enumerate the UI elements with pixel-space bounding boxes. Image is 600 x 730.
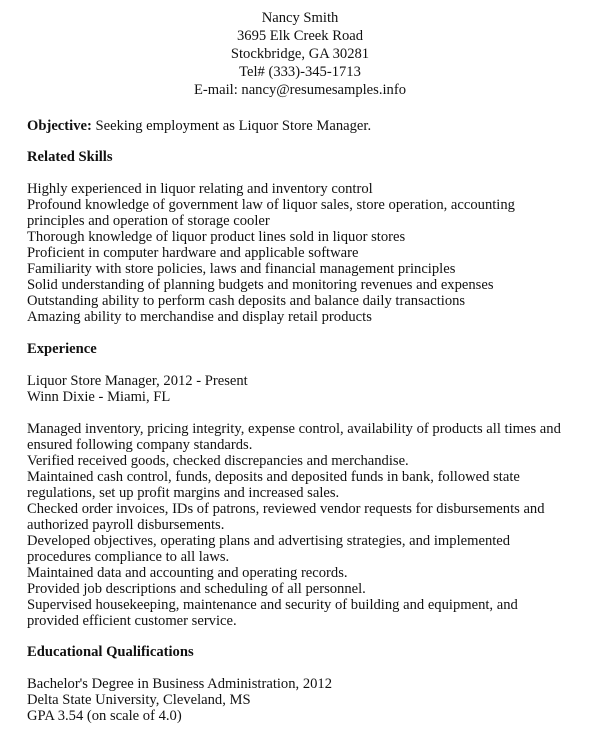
skills-heading: Related Skills: [27, 149, 113, 165]
contact-header: [0, 9, 600, 99]
education-list: [27, 676, 587, 724]
skill-line: Amazing ability to merchandise and display retail products: [27, 309, 372, 325]
skill-line: Outstanding ability to perform cash deposits and balance daily transactions: [27, 293, 466, 309]
experience-line: procedures compliance to all laws.: [27, 549, 230, 565]
skill-line: Solid understanding of planning budgets and monitoring revenues and expenses: [27, 277, 494, 293]
experience-line: Verified received goods, checked discrepancies and merchandise.: [27, 453, 409, 469]
objective-text: Seeking employment as Liquor Store Manager.: [91, 118, 372, 134]
phone-number: Tel# (333)-345-1713: [239, 64, 361, 80]
experience-line: Provided job descriptions and scheduling of all personnel.: [27, 581, 366, 597]
education-line: GPA 3.54 (on scale of 4.0): [27, 708, 182, 724]
experience-line: Developed objectives, operating plans and advertising strategies, and implemented: [27, 533, 511, 549]
skill-line: Profound knowledge of government law of liquor sales, store operation, accounting: [27, 197, 515, 213]
city-state-zip: Stockbridge, GA 30281: [230, 46, 370, 62]
education-line: Delta State University, Cleveland, MS: [27, 692, 251, 708]
experience-line: provided efficient customer service.: [27, 613, 237, 629]
experience-line: Maintained cash control, funds, deposits and deposited funds in bank, followed state: [27, 469, 520, 485]
experience-list: [27, 421, 587, 629]
skill-line: Highly experienced in liquor relating and inventory control: [27, 181, 373, 197]
street-address: 3695 Elk Creek Road: [236, 28, 364, 44]
skill-line: Thorough knowledge of liquor product lines sold in liquor stores: [27, 229, 406, 245]
skills-list: [27, 181, 587, 325]
experience-line: Checked order invoices, IDs of patrons, reviewed vendor requests for disbursements and: [27, 501, 545, 517]
job-position: Liquor Store Manager, 2012 - Present: [27, 373, 248, 389]
experience-line: Managed inventory, pricing integrity, expense control, availability of products all times and: [27, 421, 561, 437]
experience-line: regulations, set up profit margins and increased sales.: [27, 485, 340, 501]
skill-line: Familiarity with store policies, laws and financial management principles: [27, 261, 456, 277]
applicant-name: Nancy Smith: [261, 10, 339, 26]
skill-line: Proficient in computer hardware and applicable software: [27, 245, 359, 261]
experience-line: Supervised housekeeping, maintenance and security of building and equipment, and: [27, 597, 518, 613]
job-employer: Winn Dixie - Miami, FL: [27, 389, 171, 405]
job-header: [27, 373, 587, 405]
experience-heading: Experience: [27, 341, 97, 357]
experience-line: authorized payroll disbursements.: [27, 517, 225, 533]
skill-line: principles and operation of storage cooler: [27, 213, 270, 229]
objective-label: Objective:: [27, 118, 92, 134]
experience-line: Maintained data and accounting and operating records.: [27, 565, 348, 581]
email-address: E-mail: nancy@resumesamples.info: [193, 82, 406, 98]
objective-line: [27, 118, 371, 134]
education-line: Bachelor's Degree in Business Administration, 2012: [27, 676, 333, 692]
education-heading: Educational Qualifications: [27, 644, 194, 660]
experience-line: ensured following company standards.: [27, 437, 253, 453]
